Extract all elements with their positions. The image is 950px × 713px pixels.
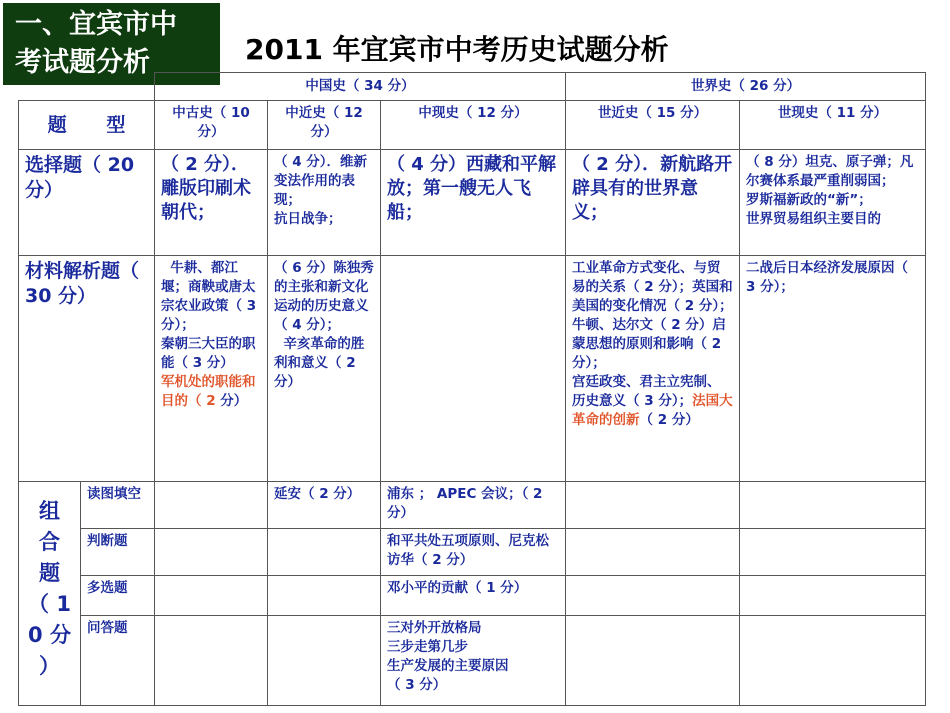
- cell-text: 分）: [220, 393, 248, 409]
- cell-text-highlight: 军机处的职能和目的（ 2: [161, 374, 256, 409]
- row-label-choice: 选择题（ 20 分）: [19, 150, 155, 256]
- cell-text: 世界贸易组织主要目的: [746, 211, 882, 227]
- cell-text: 三步走第几步: [387, 639, 468, 655]
- header-period-contemporary-cn: 中现史（ 12 分）: [381, 101, 566, 150]
- cell-choice-modern-cn: [268, 150, 381, 256]
- cell-text: （ 3 分）: [387, 677, 447, 693]
- header-period-ancient-cn: 中古史（ 10 分）: [155, 101, 268, 150]
- header-period-modern-world: 世近史（ 15 分）: [566, 101, 740, 150]
- header-world-history: 世界史（ 26 分）: [566, 73, 926, 101]
- cell-qa-contemporary-cn: [381, 616, 566, 706]
- cell-choice-contemporary-world: [740, 150, 926, 256]
- cell-material-contemporary-world: 二战后日本经济发展原因（ 3 分）；: [740, 256, 926, 482]
- cell-text: 三对外开放格局: [387, 620, 482, 636]
- analysis-table: [18, 72, 926, 706]
- row-combo-judge: [19, 529, 926, 576]
- header-period-contemporary-world: 世现史（ 11 分）: [740, 101, 926, 150]
- row-combo-qa: [19, 616, 926, 706]
- row-combo-multi: [19, 576, 926, 616]
- badge-line-1: 一、宜宾市中: [15, 9, 177, 40]
- row-choice: [19, 150, 926, 256]
- cell-text: 罗斯福新政的“新”；: [746, 192, 872, 208]
- cell-material-ancient-cn: [155, 256, 268, 482]
- cell-material-modern-world: [566, 256, 740, 482]
- row-label-material: 材料解析题（ 30 分）: [19, 256, 155, 482]
- cell-text: （ 4 分）．维新变法作用的表现；: [274, 154, 368, 208]
- header-row-category: [19, 73, 926, 101]
- cell-multi-contemporary-cn: 邓小平的贡献（ 1 分）: [381, 576, 566, 616]
- sub-label-judge: 判断题: [81, 529, 155, 576]
- header-question-type: 题 型: [19, 101, 155, 150]
- cell-map-contemporary-cn: 浦东 ； APEC 会议；（ 2 分）: [381, 482, 566, 529]
- page-title: 2011 年宜宾市中考历史试题分析: [245, 33, 669, 66]
- row-label-combo: [19, 482, 81, 706]
- cell-choice-contemporary-cn: （ 4 分）西藏和平解放；第一艘无人飞船；: [381, 150, 566, 256]
- cell-choice-modern-world: （ 2 分）．新航路开辟具有的世界意义；: [566, 150, 740, 256]
- sub-label-multi: 多选题: [81, 576, 155, 616]
- row-combo-map: [19, 482, 926, 529]
- cell-material-contemporary-cn: [381, 256, 566, 482]
- header-row-period: [19, 101, 926, 150]
- badge-line-2: 考试题分析: [15, 47, 150, 78]
- sub-label-qa: 问答题: [81, 616, 155, 706]
- cell-text: （ 8 分）坦克、原子弹；凡尔赛体系最严重削弱国；: [746, 154, 914, 189]
- header-china-history: 中国史（ 34 分）: [155, 73, 566, 101]
- cell-text: 生产发展的主要原因: [387, 658, 509, 674]
- label-char: 组: [39, 499, 60, 523]
- label-char: 0 分: [28, 623, 71, 647]
- cell-choice-ancient-cn: （ 2 分）．雕版印刷术朝代；: [155, 150, 268, 256]
- cell-text: 辛亥革命的胜利和意义（ 2 分）: [274, 336, 365, 390]
- sub-label-map: 读图填空: [81, 482, 155, 529]
- label-char: ）: [39, 654, 60, 678]
- cell-text: （ 6 分）陈独秀的主张和新文化运动的历史意义（ 4 分）；: [274, 260, 374, 333]
- cell-material-modern-cn: [268, 256, 381, 482]
- cell-judge-contemporary-cn: 和平共处五项原则、尼克松访华（ 2 分）: [381, 529, 566, 576]
- cell-text: 工业革命方式变化、与贸易的关系（ 2 分）；英国和美国的变化情况（ 2 分）； 牛顿、达尔文（ 2 分）启蒙思想的原则和影响（ 2 分）； 宫廷政变、君主立宪制、历史意义（ 3 分）；: [572, 260, 733, 409]
- label-char: （ 1: [28, 592, 71, 616]
- row-material: [19, 256, 926, 482]
- label-char: 合: [39, 530, 60, 554]
- label-char: 题: [39, 561, 60, 585]
- cell-text-highlight: 法国大革命的创新: [572, 393, 733, 428]
- cell-map-modern-cn: 延安（ 2 分）: [268, 482, 381, 529]
- cell-text: 牛耕、都江堰；商鞅或唐太宗农业政策（ 3 分）； 秦朝三大臣的职能（ 3 分）: [161, 260, 257, 371]
- cell-text: （ 2 分）: [639, 412, 699, 428]
- cell-text: 抗日战争；: [274, 211, 342, 227]
- header-period-modern-cn: 中近史（ 12 分）: [268, 101, 381, 150]
